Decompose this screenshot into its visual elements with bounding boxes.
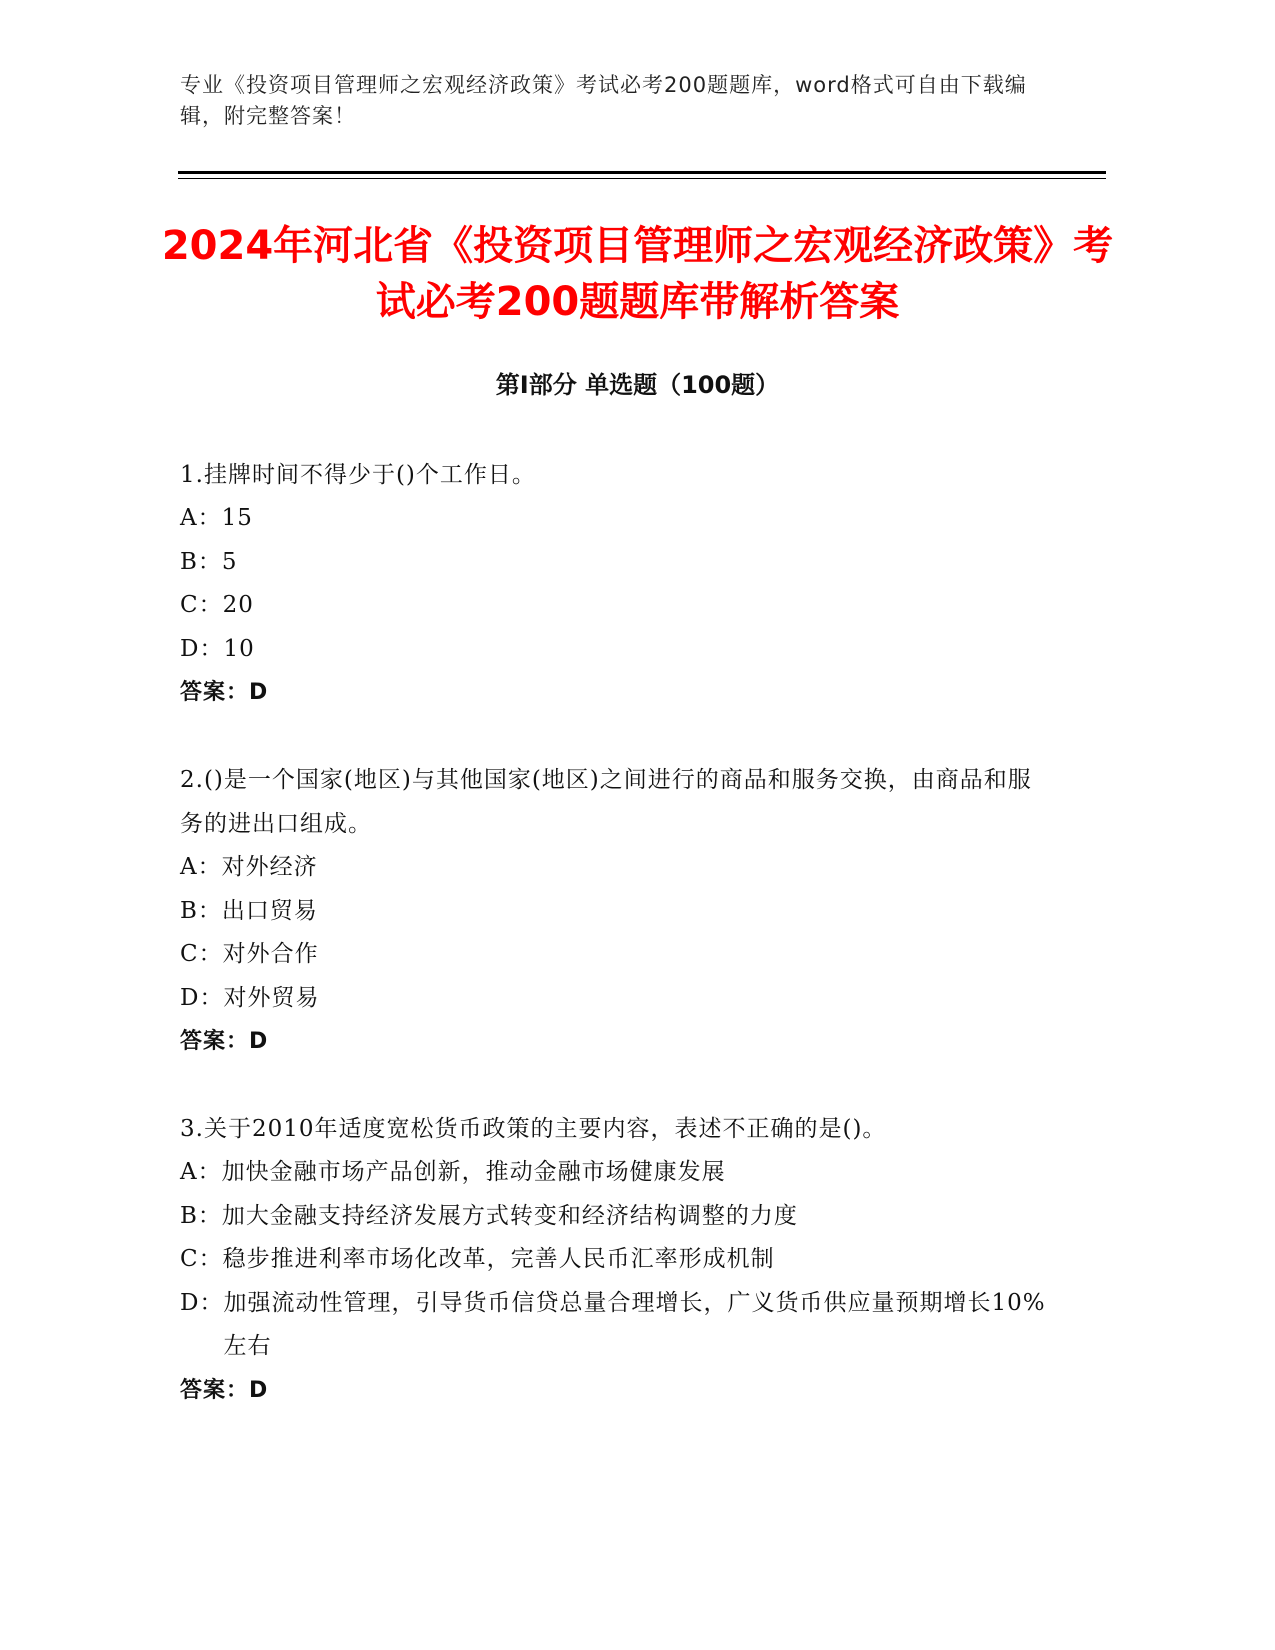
option-b	[180, 541, 1050, 585]
option-letter: A：	[180, 854, 222, 880]
answer-line: 答案：D	[180, 680, 269, 705]
option-letter: D：	[180, 635, 224, 662]
answer-line: 答案：D	[180, 1029, 269, 1054]
option-d	[180, 1282, 1050, 1369]
option-letter: C：	[180, 941, 223, 967]
document-title: 2024年河北省《投资项目管理师之宏观经济政策》考试必考200题题库带解析答案	[161, 223, 1114, 325]
option-text: 15	[221, 505, 253, 531]
question-3	[180, 1107, 1050, 1413]
question-stem: 1.挂牌时间不得少于()个工作日。	[180, 462, 536, 488]
option-c	[180, 1238, 1050, 1282]
option-c	[180, 584, 1050, 628]
option-text: 对外经济	[221, 854, 318, 880]
option-a	[180, 497, 1050, 541]
option-text: 加大金融支持经济发展方式转变和经济结构调整的力度	[221, 1202, 798, 1229]
header-divider-thin	[178, 178, 1106, 179]
answer-line: 答案：D	[180, 1377, 269, 1403]
option-b	[180, 1195, 1050, 1239]
option-a	[180, 1151, 1050, 1195]
option-b	[180, 890, 1050, 934]
option-d	[180, 628, 1050, 672]
option-a	[180, 846, 1050, 890]
option-letter: B：	[180, 548, 222, 575]
question-1	[180, 453, 1050, 715]
option-text: 5	[221, 548, 238, 575]
option-text: 10	[223, 635, 255, 662]
option-letter: A：	[180, 1159, 222, 1185]
option-text: 加快金融市场产品创新，推动金融市场健康发展	[221, 1159, 726, 1185]
option-letter: A：	[180, 505, 222, 531]
option-letter: C：	[180, 592, 223, 618]
option-text: 20	[222, 592, 254, 618]
section-heading: 第I部分 单选题（100题）	[495, 371, 780, 399]
option-text: 加强流动性管理，引导货币信贷总量合理增长，广义货币供应量预期增长10%左右	[223, 1289, 1046, 1359]
option-text: 出口贸易	[221, 897, 318, 924]
option-letter: C：	[180, 1246, 223, 1272]
question-stem: 2.()是一个国家(地区)与其他国家(地区)之间进行的商品和服务交换，由商品和服务的进出口组成。	[180, 767, 1032, 837]
option-text: 稳步推进利率市场化改革，完善人民币汇率形成机制	[222, 1246, 775, 1272]
option-letter: D：	[180, 1289, 224, 1316]
option-text: 对外贸易	[223, 984, 320, 1011]
question-2	[180, 758, 1050, 1064]
option-letter: B：	[180, 897, 222, 924]
header-note: 专业《投资项目管理师之宏观经济政策》考试必考200题题库，word格式可自由下载编辑，附完整答案！	[180, 73, 1027, 128]
question-stem: 3.关于2010年适度宽松货币政策的主要内容，表述不正确的是()。	[180, 1116, 887, 1142]
option-d	[180, 977, 1050, 1021]
option-letter: B：	[180, 1202, 222, 1229]
option-text: 对外合作	[222, 941, 319, 967]
header-divider-thick	[178, 171, 1106, 174]
option-c	[180, 933, 1050, 977]
option-letter: D：	[180, 984, 224, 1011]
